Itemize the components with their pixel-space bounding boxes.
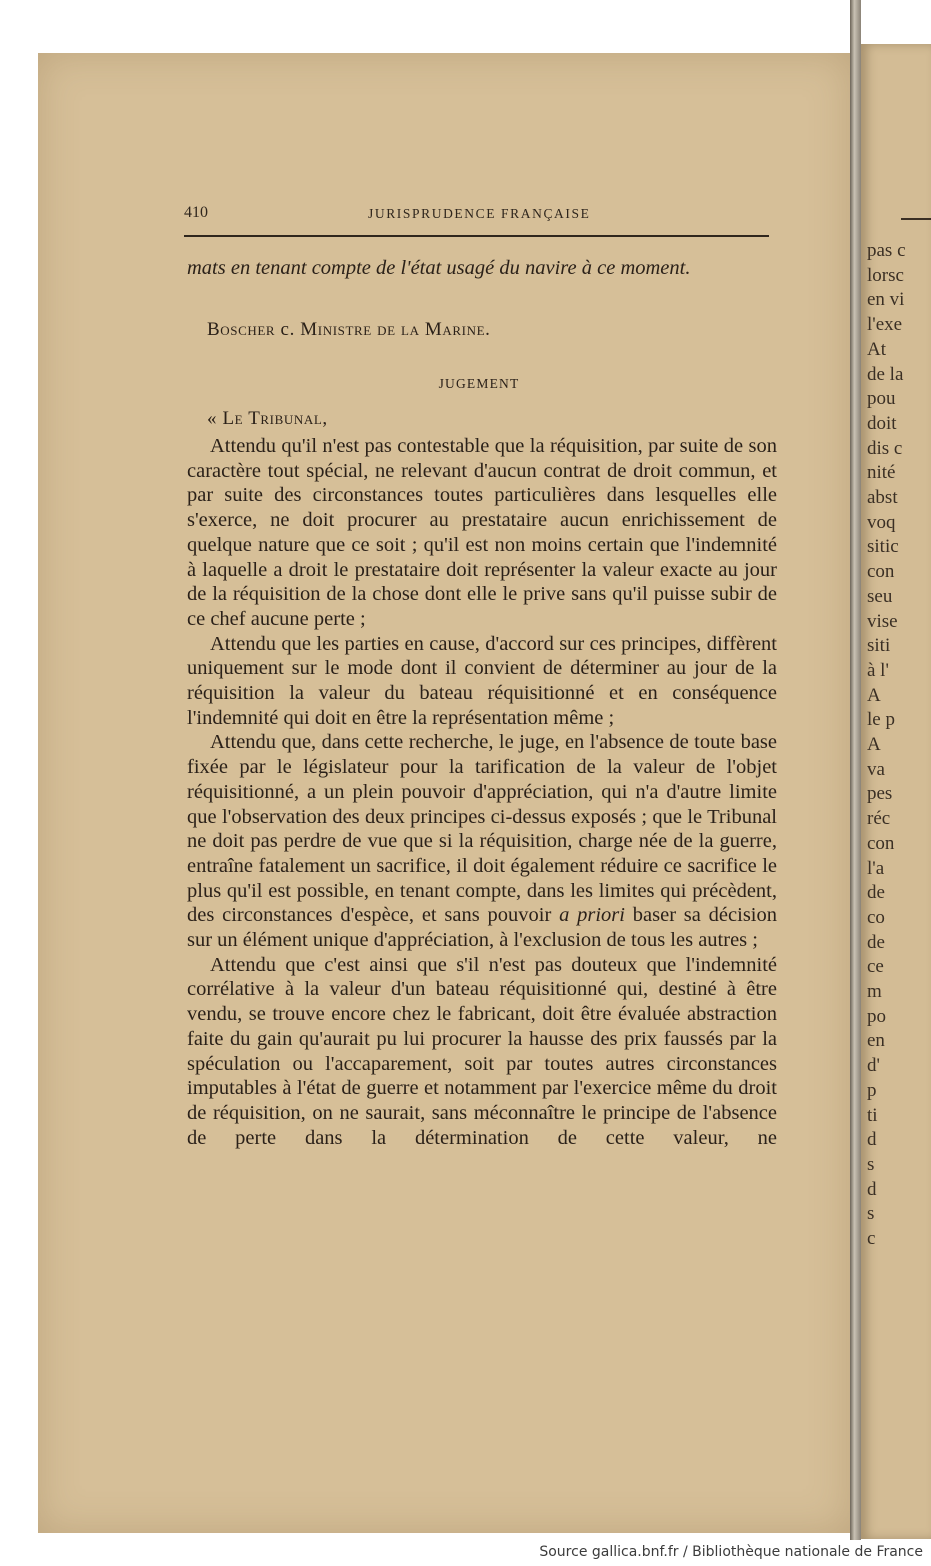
book-page xyxy=(38,53,850,1533)
facing-page-fragment: pou xyxy=(867,388,896,410)
intro-italic-text: mats en tenant compte de l'état usagé du navire à ce moment. xyxy=(187,257,691,279)
paragraph-4: Attendu que c'est ainsi que s'il n'est pas douteux que l'indemnité corrélative à la valeur d'un bateau réquisitionné qui, destiné à être vendu, se trouve encore chez le fabricant, doit être évaluée abstraction faite du gain qu'aurait pu lui procurer la hausse des prix faussés par la spéculation ou l'accaparement, soit par toutes autres circonstances imputables à l'état de guerre et notamment par l'exercice même du droit de réquisition, on ne saurait, sans méconnaître le principe de l'absence de perte dans la détermination de cette valeur, ne xyxy=(187,953,777,1149)
facing-page-fragment: doit xyxy=(867,412,897,434)
case-parties xyxy=(207,319,490,341)
page-number: 410 xyxy=(184,204,208,221)
facing-page-fragment: abst xyxy=(867,487,898,508)
paragraph-1: Attendu qu'il n'est pas contestable que la réquisition, par suite de son caractère tout spécial, ne relevant d'aucun contrat de droit commun, et par suite des circonstances toutes particulières dans lesquelles elle s'exerce, ne doit procurer au prestataire aucun enrichissement de quelque nature que ce soit ; qu'il est non moins certain que l'indemnité à laquelle a droit le prestataire doit représenter la valeur exacte au jour de la réquisition de la chose dont elle le prive sans qu'il puisse subir de ce chef aucune perte ; xyxy=(187,435,777,630)
facing-page-edge xyxy=(861,44,931,1539)
facing-page-fragment: de la xyxy=(867,363,904,385)
facing-page-header-rule xyxy=(901,218,931,220)
facing-page-fragment: d' xyxy=(867,1055,880,1077)
facing-page-fragment: con xyxy=(867,832,895,854)
facing-page-fragment: ti xyxy=(867,1104,878,1126)
facing-page-fragment: seu xyxy=(867,585,893,607)
facing-page-fragment: l'a xyxy=(867,857,885,879)
facing-page-fragment: voq xyxy=(867,511,896,533)
facing-page-fragment: l'exe xyxy=(867,314,903,336)
facing-page-fragment: co xyxy=(867,906,885,928)
paragraph-3-text: Attendu que, dans cette recherche, le juge, en l'absence de toute base fixée par le législateur pour la tarification de la valeur de l'objet réquisitionné, a un plein pouvoir d'appréciation, qui n'a d'autre limite que l'observation des deux principes ci-dessus exposés ; que le Tribunal ne doit pas perdre de vue que si la réquisition, charge née de la guerre, entraîne fatalement un sacrifice, il doit également réduire ce sacrifice le plus qu'il est possible, en tenant compte, dans les limites qui précèdent, des circonstances d'espèce, et sans pouvoir xyxy=(187,731,777,927)
facing-page-fragment: nité xyxy=(867,462,896,484)
facing-page-fragment: pes xyxy=(867,783,893,805)
facing-page-fragment: pas c xyxy=(867,240,906,261)
party-defendant: Ministre de la Marine. xyxy=(300,319,491,340)
paragraph-3-tail: baser sa décision sur un élément unique d'appréciation, à l'exclusion de tous les autres ; xyxy=(187,904,777,952)
facing-page-fragment: A xyxy=(867,684,881,706)
book-binding xyxy=(850,0,861,1540)
facing-page-fragment: de xyxy=(867,882,885,904)
section-heading: JUGEMENT xyxy=(438,376,520,391)
facing-page-fragment: va xyxy=(867,758,885,780)
facing-page-fragment: po xyxy=(867,1005,886,1027)
facing-page-fragment: ce xyxy=(867,956,884,978)
facing-page-fragment: à l' xyxy=(867,659,889,681)
facing-page-fragment: sitic xyxy=(867,536,899,558)
facing-page-fragment: A xyxy=(867,734,881,755)
facing-page-fragment: c xyxy=(867,1228,876,1249)
facing-page-fragment: s xyxy=(867,1203,875,1225)
paragraph-3 xyxy=(187,730,777,952)
facing-page-fragment: réc xyxy=(867,808,891,830)
facing-page-fragment: lorsc xyxy=(867,264,904,286)
facing-page-fragment: m xyxy=(867,981,882,1002)
facing-page-fragment: s xyxy=(867,1153,875,1175)
facing-page-fragment: d xyxy=(867,1178,877,1200)
paragraph-3-italic: a priori xyxy=(559,904,625,927)
facing-page-fragment: de xyxy=(867,931,885,953)
facing-page-fragment: le p xyxy=(867,709,895,731)
paragraph-2: Attendu que les parties en cause, d'accord sur ces principes, diffèrent uniquement sur le mode dont il convient de déterminer au jour de la réquisition la valeur du bateau réquisitionné et en conséquence l'indemnité qui doit en être la représentation même ; xyxy=(187,632,777,729)
facing-page-fragment: siti xyxy=(867,635,891,657)
judgment-body xyxy=(187,434,777,1150)
facing-page-fragment: d xyxy=(867,1129,877,1151)
source-credit: Source gallica.bnf.fr / Bibliothèque nationale de France xyxy=(539,1544,923,1560)
facing-page-fragment: con xyxy=(867,561,895,583)
facing-page-fragment: vise xyxy=(867,610,898,632)
facing-page-fragment: dis c xyxy=(867,437,903,459)
versus-marker: c. xyxy=(280,319,295,340)
header-rule xyxy=(184,235,769,237)
party-plaintiff: Boscher xyxy=(207,319,276,340)
facing-page-fragment: p xyxy=(867,1079,877,1101)
facing-page-fragment: en xyxy=(867,1030,885,1052)
running-title: JURISPRUDENCE FRANÇAISE xyxy=(368,206,591,221)
facing-page-fragment: At xyxy=(867,338,886,360)
facing-page-fragment: en vi xyxy=(867,289,905,311)
court-opening: « Le Tribunal, xyxy=(207,408,328,429)
